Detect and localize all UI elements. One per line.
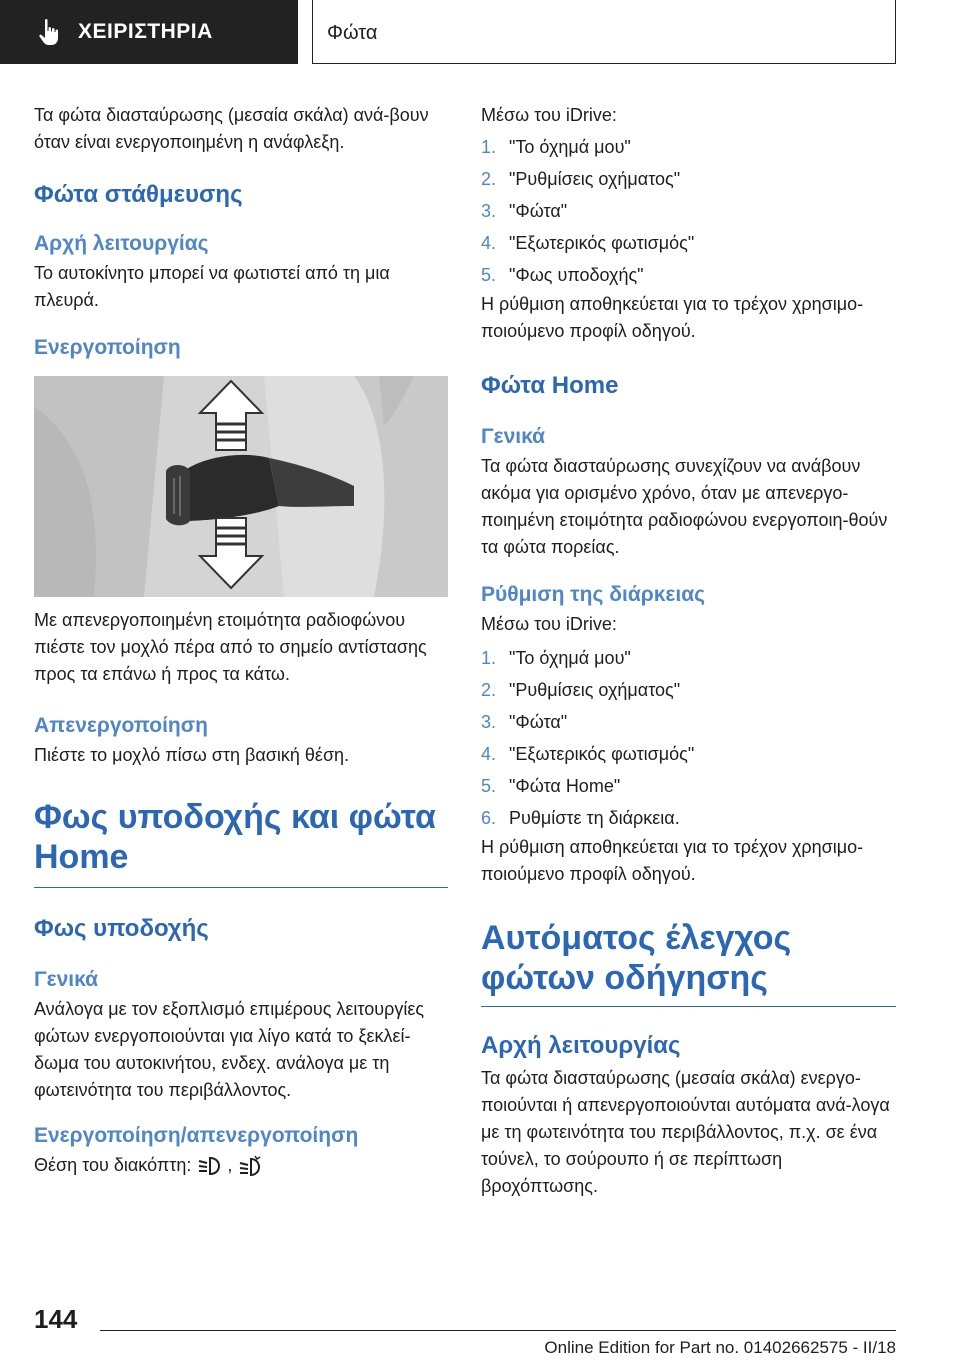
list-item <box>481 195 896 227</box>
right-column <box>481 96 896 1200</box>
list-item <box>481 770 896 802</box>
stalk-lever-illustration <box>34 376 448 597</box>
list-item <box>481 642 896 674</box>
page-footer <box>0 1290 960 1362</box>
list-item <box>481 706 896 738</box>
list-item <box>481 163 896 195</box>
saved-note-1: Η ρύθμιση αποθηκεύεται για το τρέχον χρησιμο-ποιούμενο προφίλ οδηγού. <box>481 294 864 341</box>
activation-heading: Ενεργοποίηση <box>34 336 181 359</box>
auto-principle-heading: Αρχή λειτουργίας <box>481 1032 681 1059</box>
step-text: "Εξωτερικός φωτισμός" <box>509 744 695 764</box>
general-paragraph: Ανάλογα με τον εξοπλισμό επιμέρους λειτουργίες φώτων ενεργοποιούνται για λίγο κατά το ξεκλεί-δωμα του αυτοκινήτου, ενδεχ. ανάλογα με τη φωτεινότητα του περιβάλλοντος. <box>34 999 425 1100</box>
step-text: Ρυθμίστε τη διάρκεια. <box>509 808 680 828</box>
step-text: "Φώτα Home" <box>509 776 621 796</box>
step-text: "Φως υποδοχής" <box>509 265 644 285</box>
step-number: 1. <box>481 137 497 157</box>
page-title: Φώτα <box>327 22 378 44</box>
deactivation-paragraph: Πιέστε το μοχλό πίσω στη βασική θέση. <box>34 745 350 765</box>
low-beam-auto-icon <box>196 1155 222 1177</box>
list-item <box>481 131 896 163</box>
page-number: 144 <box>34 1304 78 1334</box>
intro-paragraph: Τα φώτα διασταύρωσης (μεσαία σκάλα) ανά-βουν όταν είναι ενεργοποιημένη η ανάφλεξη. <box>34 105 429 152</box>
step-number: 6. <box>481 808 497 828</box>
duration-steps-list <box>481 642 896 834</box>
idrive-intro-1: Μέσω του iDrive: <box>481 105 617 125</box>
welcome-steps-list <box>481 131 896 291</box>
idrive-intro-2: Μέσω του iDrive: <box>481 614 617 634</box>
step-text: "Το όχημά μου" <box>509 648 631 668</box>
home-general-heading: Γενικά <box>481 425 546 448</box>
duration-heading: Ρύθμιση της διάρκειας <box>481 583 706 606</box>
step-number: 2. <box>481 169 497 189</box>
edition-note: Online Edition for Part no. 01402662575 - II/18 <box>544 1338 896 1357</box>
principle-heading: Αρχή λειτουργίας <box>34 232 209 255</box>
step-number: 1. <box>481 648 497 668</box>
step-text: "Ρυθμίσεις οχήματος" <box>509 680 681 700</box>
page-header <box>0 0 960 66</box>
step-number: 4. <box>481 233 497 253</box>
step-number: 3. <box>481 201 497 221</box>
parking-lights-heading: Φώτα στάθμευσης <box>34 181 243 208</box>
deactivation-heading: Απενεργοποίηση <box>34 714 208 737</box>
switch-separator: , <box>227 1155 233 1175</box>
step-text: "Φώτα" <box>509 201 568 221</box>
list-item <box>481 674 896 706</box>
principle-paragraph: Το αυτοκίνητο μπορεί να φωτιστεί από τη μια πλευρά. <box>34 263 390 310</box>
step-number: 2. <box>481 680 497 700</box>
step-text: "Το όχημά μου" <box>509 137 631 157</box>
hand-pointer-icon <box>34 17 64 47</box>
general-heading: Γενικά <box>34 968 99 991</box>
switch-position-line <box>34 1152 448 1179</box>
list-item <box>481 227 896 259</box>
title-box <box>312 0 896 64</box>
footer-rule <box>100 1330 896 1331</box>
left-column <box>34 96 448 1179</box>
low-beam-icon <box>237 1155 263 1177</box>
list-item <box>481 738 896 770</box>
section-label: ΧΕΙΡΙΣΤΗΡΙΑ <box>78 20 213 43</box>
step-text: "Φώτα" <box>509 712 568 732</box>
switch-position-label: Θέση του διακόπτη: <box>34 1155 192 1175</box>
heading-rule <box>34 887 448 888</box>
home-lights-heading: Φώτα Home <box>481 372 619 399</box>
home-general-paragraph: Τα φώτα διασταύρωσης συνεχίζουν να ανάβουν ακόμα για ορισμένο χρόνο, όταν με απενεργο-ποιημένη ετοιμότητα ραδιοφώνου ενεργοποιη-θούν τα φώτα πορείας. <box>481 456 888 557</box>
auto-driving-lights-heading: Αυτόματος έλεγχος φώτων οδήγησης <box>481 919 792 997</box>
auto-principle-paragraph: Τα φώτα διασταύρωσης (μεσαία σκάλα) ενεργο-ποιούνται ή απενεργοποιούνται αυτόματα ανά-λογα με τη φωτεινότητα του περιβάλλοντος, π.χ. σε ένα τούνελ, το σούρουπο ή σε περίπτωση βροχόπτωσης. <box>481 1068 890 1196</box>
step-text: "Εξωτερικός φωτισμός" <box>509 233 695 253</box>
step-text: "Ρυθμίσεις οχήματος" <box>509 169 681 189</box>
heading-rule <box>481 1006 896 1007</box>
step-number: 5. <box>481 265 497 285</box>
welcome-home-heading: Φως υποδοχής και φώτα Home <box>34 798 436 876</box>
step-number: 3. <box>481 712 497 732</box>
section-tab <box>0 0 298 64</box>
step-number: 4. <box>481 744 497 764</box>
toggle-heading: Ενεργοποίηση/απενεργοποίηση <box>34 1124 359 1147</box>
welcome-light-heading: Φως υποδοχής <box>34 915 209 942</box>
list-item <box>481 259 896 291</box>
step-number: 5. <box>481 776 497 796</box>
list-item <box>481 802 896 834</box>
saved-note-2: Η ρύθμιση αποθηκεύεται για το τρέχον χρησιμο-ποιούμενο προφίλ οδηγού. <box>481 837 864 884</box>
activation-paragraph: Με απενεργοποιημένη ετοιμότητα ραδιοφώνου πιέστε τον μοχλό πέρα από το σημείο αντίστασης προς τα επάνω ή προς τα κάτω. <box>34 610 427 684</box>
stalk-lever-figure <box>34 376 448 597</box>
